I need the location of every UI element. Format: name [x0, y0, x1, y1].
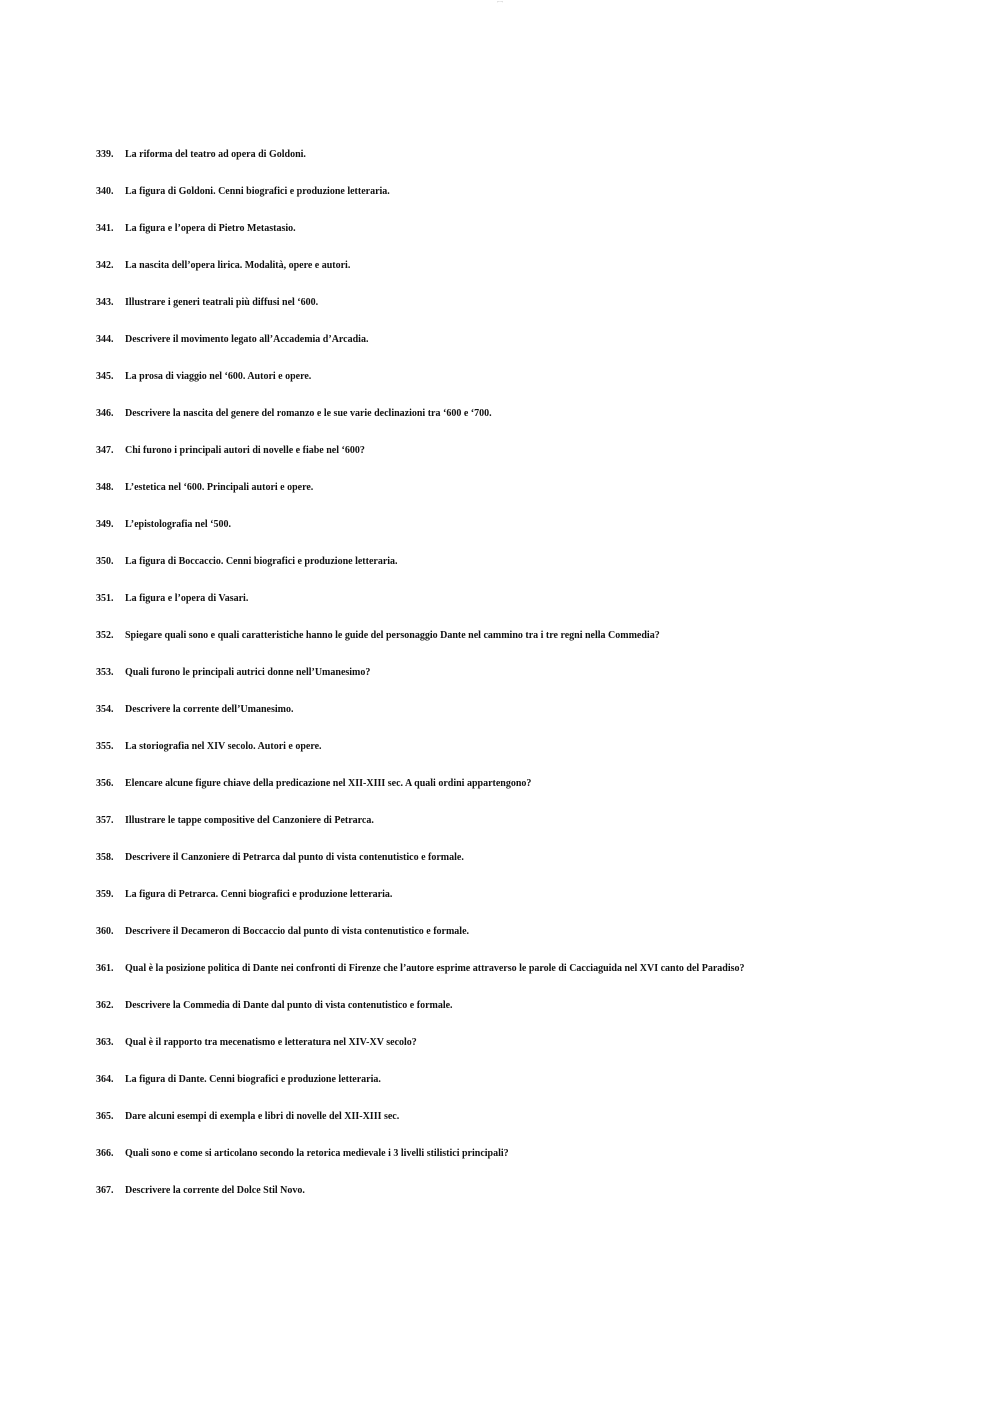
question-number: 353. — [96, 667, 114, 678]
question-item — [96, 703, 976, 740]
question-item — [96, 888, 976, 925]
question-text: Qual è il rapporto tra mecenatismo e letteratura nel XIV-XV secolo? — [125, 1037, 417, 1048]
question-item — [96, 1073, 976, 1110]
question-number: 351. — [96, 593, 114, 604]
question-number: 356. — [96, 778, 114, 789]
question-text: Qual è la posizione politica di Dante nei confronti di Firenze che l’autore esprime attraverso le parole di Cacciaguida nel XVI canto del Paradiso? — [125, 963, 745, 974]
question-number: 358. — [96, 852, 114, 863]
question-text: Quali furono le principali autrici donne nell’Umanesimo? — [125, 667, 371, 678]
question-item — [96, 851, 976, 888]
question-item — [96, 185, 976, 222]
question-text: Elencare alcune figure chiave della predicazione nel XII-XIII sec. A quali ordini appartengono? — [125, 778, 532, 789]
question-text: Dare alcuni esempi di exempla e libri di novelle del XII-XIII sec. — [125, 1111, 400, 1122]
question-list — [96, 148, 976, 1221]
question-text: L’epistolografia nel ‘500. — [125, 519, 232, 530]
question-number: 342. — [96, 260, 114, 271]
question-item — [96, 1147, 976, 1184]
question-number: 361. — [96, 963, 114, 974]
question-text: La figura di Petrarca. Cenni biografici e produzione letteraria. — [125, 889, 393, 900]
question-text: La figura di Dante. Cenni biografici e produzione letteraria. — [125, 1074, 381, 1085]
question-item — [96, 370, 976, 407]
question-item — [96, 407, 976, 444]
question-number: 341. — [96, 223, 114, 234]
question-number: 345. — [96, 371, 114, 382]
question-text: Descrivere la Commedia di Dante dal punto di vista contenutistico e formale. — [125, 1000, 453, 1011]
question-item — [96, 777, 976, 814]
question-item — [96, 222, 976, 259]
question-text: Spiegare quali sono e quali caratteristiche hanno le guide del personaggio Dante nel cammino tra i tre regni nella Commedia? — [125, 630, 660, 641]
question-text: Descrivere la corrente dell’Umanesimo. — [125, 704, 294, 715]
question-text: La prosa di viaggio nel ‘600. Autori e opere. — [125, 371, 312, 382]
question-item — [96, 740, 976, 777]
question-text: La figura e l’opera di Pietro Metastasio. — [125, 223, 296, 234]
question-number: 360. — [96, 926, 114, 937]
question-number: 357. — [96, 815, 114, 826]
question-number: 354. — [96, 704, 114, 715]
question-item — [96, 925, 976, 962]
question-text: Chi furono i principali autori di novelle e fiabe nel ‘600? — [125, 445, 365, 456]
question-item — [96, 1036, 976, 1073]
question-number: 363. — [96, 1037, 114, 1048]
question-item — [96, 1110, 976, 1147]
question-text: La riforma del teatro ad opera di Goldoni. — [125, 149, 306, 160]
question-number: 348. — [96, 482, 114, 493]
question-item — [96, 962, 976, 999]
question-text: La figura e l’opera di Vasari. — [125, 593, 249, 604]
question-number: 346. — [96, 408, 114, 419]
question-text: Descrivere la corrente del Dolce Stil Novo. — [125, 1185, 305, 1196]
question-item — [96, 444, 976, 481]
question-item — [96, 1184, 976, 1221]
question-item — [96, 296, 976, 333]
question-text: La storiografia nel XIV secolo. Autori e opere. — [125, 741, 322, 752]
question-text: Descrivere il Decameron di Boccaccio dal punto di vista contenutistico e formale. — [125, 926, 470, 937]
question-number: 344. — [96, 334, 114, 345]
question-item — [96, 518, 976, 555]
question-item — [96, 259, 976, 296]
question-item — [96, 999, 976, 1036]
question-item — [96, 629, 976, 666]
question-text: Descrivere la nascita del genere del romanzo e le sue varie declinazioni tra ‘600 e ‘700. — [125, 408, 492, 419]
page-marker: ⌐¬ — [497, 0, 503, 5]
question-item — [96, 333, 976, 370]
question-number: 340. — [96, 186, 114, 197]
question-number: 359. — [96, 889, 114, 900]
question-item — [96, 592, 976, 629]
question-item — [96, 148, 976, 185]
question-text: La figura di Goldoni. Cenni biografici e produzione letteraria. — [125, 186, 390, 197]
question-number: 367. — [96, 1185, 114, 1196]
question-number: 343. — [96, 297, 114, 308]
question-item — [96, 481, 976, 518]
question-number: 349. — [96, 519, 114, 530]
question-text: Descrivere il movimento legato all’Accademia d’Arcadia. — [125, 334, 369, 345]
question-item — [96, 666, 976, 703]
question-text: La figura di Boccaccio. Cenni biografici e produzione letteraria. — [125, 556, 398, 567]
question-number: 347. — [96, 445, 114, 456]
question-text: Illustrare le tappe compositive del Canzoniere di Petrarca. — [125, 815, 374, 826]
question-item — [96, 814, 976, 851]
question-item — [96, 555, 976, 592]
question-number: 355. — [96, 741, 114, 752]
question-number: 352. — [96, 630, 114, 641]
question-number: 366. — [96, 1148, 114, 1159]
question-number: 350. — [96, 556, 114, 567]
question-text: La nascita dell’opera lirica. Modalità, opere e autori. — [125, 260, 351, 271]
question-number: 362. — [96, 1000, 114, 1011]
question-number: 365. — [96, 1111, 114, 1122]
question-text: Illustrare i generi teatrali più diffusi nel ‘600. — [125, 297, 319, 308]
question-text: Descrivere il Canzoniere di Petrarca dal punto di vista contenutistico e formale. — [125, 852, 464, 863]
question-text: Quali sono e come si articolano secondo la retorica medievale i 3 livelli stilistici principali? — [125, 1148, 509, 1159]
question-number: 364. — [96, 1074, 114, 1085]
question-text: L’estetica nel ‘600. Principali autori e opere. — [125, 482, 314, 493]
question-number: 339. — [96, 149, 114, 160]
